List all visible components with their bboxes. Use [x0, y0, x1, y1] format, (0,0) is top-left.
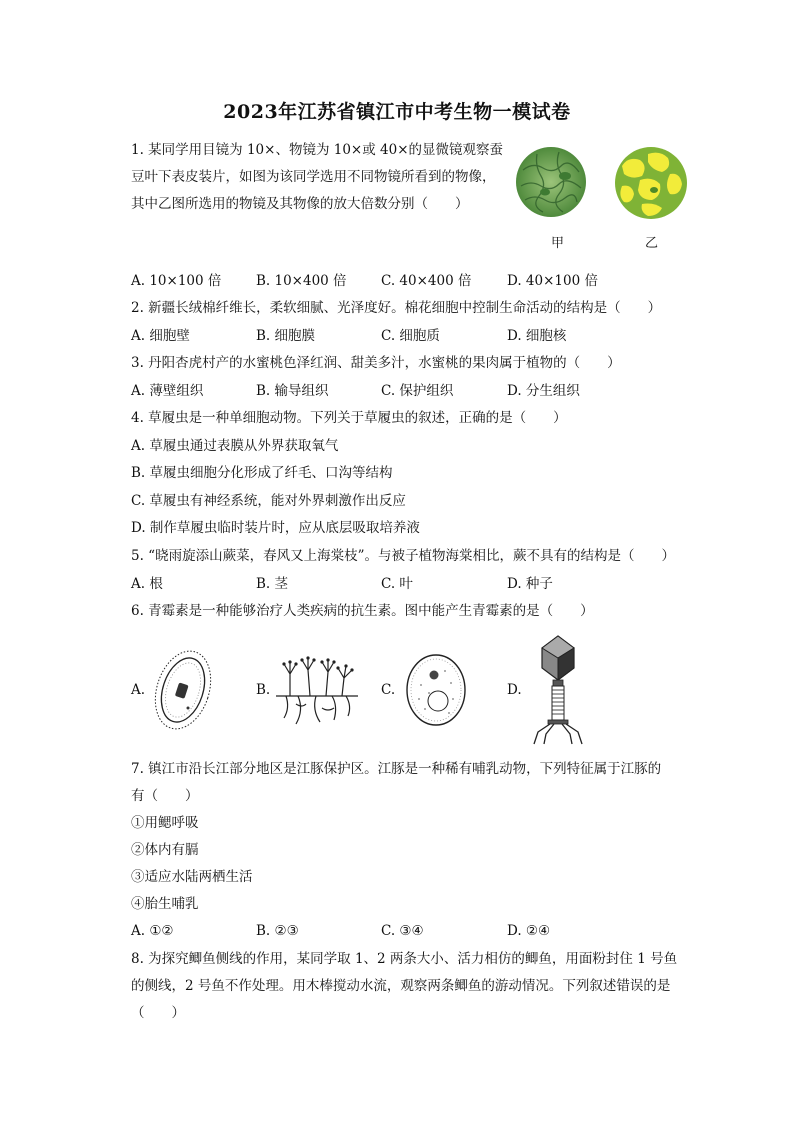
q6-option-c[interactable]: C. — [381, 682, 396, 698]
q1-stem-line-1: 1. 某同学用目镜为 10×、物镜为 10×或 40×的显微镜观察蚕 — [131, 142, 504, 158]
q1-fig-label-a: 甲 — [551, 236, 565, 251]
q7-stem-line-1: 7. 镇江市沿长江部分地区是江豚保护区。江豚是一种稀有哺乳动物，下列特征属于江豚的 — [131, 761, 662, 777]
penicillium-illustration — [276, 652, 358, 728]
q5-option-d[interactable]: D. 种子 — [507, 576, 553, 592]
q3-stem: 3. 丹阳杏虎村产的水蜜桃色泽红润、甜美多汁，水蜜桃的果肉属于植物的（ ） — [131, 355, 621, 371]
yeast-illustration — [405, 653, 467, 727]
q4-option-b[interactable]: B. 草履虫细胞分化形成了纤毛、口沟等结构 — [131, 465, 393, 481]
q1-option-c[interactable]: C. 40×400 倍 — [381, 273, 472, 289]
q4-option-a[interactable]: A. 草履虫通过表膜从外界获取氧气 — [131, 438, 339, 454]
q7-item-4: ④胎生哺乳 — [131, 896, 199, 912]
q4-stem: 4. 草履虫是一种单细胞动物。下列关于草履虫的叙述，正确的是（ ） — [131, 410, 567, 426]
q1-stem-line-2: 豆叶下表皮装片，如图为该同学选用不同物镜所看到的物像， — [131, 169, 496, 185]
q3-option-c[interactable]: C. 保护组织 — [381, 383, 454, 399]
q1-fig-label-b: 乙 — [645, 236, 659, 251]
q5-option-a[interactable]: A. 根 — [131, 576, 163, 592]
q3-option-b[interactable]: B. 输导组织 — [256, 383, 329, 399]
q2-stem: 2. 新疆长绒棉纤维长，柔软细腻、光泽度好。棉花细胞中控制生命活动的结构是（ ） — [131, 300, 662, 316]
q5-option-c[interactable]: C. 叶 — [381, 576, 413, 592]
q6-option-a[interactable]: A. — [131, 682, 146, 698]
q6-option-b[interactable]: B. — [256, 682, 271, 698]
q2-option-a[interactable]: A. 细胞壁 — [131, 328, 190, 344]
q7-option-d[interactable]: D. ②④ — [507, 923, 551, 939]
q8-stem-line-2: 的侧线，2 号鱼不作处理。用木棒搅动水流，观察两条鲫鱼的游动情况。下列叙述错误的是 — [131, 978, 671, 994]
q7-stem-line-2: 有（ ） — [131, 788, 199, 804]
q2-option-c[interactable]: C. 细胞质 — [381, 328, 440, 344]
q2-option-b[interactable]: B. 细胞膜 — [256, 328, 316, 344]
q1-micrograph-b — [614, 146, 688, 220]
q6-stem: 6. 青霉素是一种能够治疗人类疾病的抗生素。图中能产生青霉素的是（ ） — [131, 603, 594, 619]
q7-item-2: ②体内有膈 — [131, 842, 199, 858]
bacteriophage-illustration — [530, 634, 586, 746]
q1-option-a[interactable]: A. 10×100 倍 — [131, 273, 222, 289]
q4-option-c[interactable]: C. 草履虫有神经系统，能对外界刺激作出反应 — [131, 493, 406, 509]
q5-stem: 5. “晓雨旋添山蕨菜，春风又上海棠枝”。与被子植物海棠相比，蕨不具有的结构是（ ） — [131, 548, 675, 564]
q1-micrograph-a — [515, 146, 587, 218]
q1-stem-line-3: 其中乙图所选用的物镜及其物像的放大倍数分别（ ） — [131, 196, 469, 212]
q2-option-d[interactable]: D. 细胞核 — [507, 328, 567, 344]
q6-option-d[interactable]: D. — [507, 682, 522, 698]
q5-option-b[interactable]: B. 茎 — [256, 576, 289, 592]
q7-option-a[interactable]: A. ①② — [131, 923, 174, 939]
q8-stem-line-1: 8. 为探究鲫鱼侧线的作用，某同学取 1、2 两条大小、活力相仿的鲫鱼，用面粉封住 1 号鱼 — [131, 951, 678, 967]
q3-option-a[interactable]: A. 薄壁组织 — [131, 383, 204, 399]
q7-item-1: ①用鳃呼吸 — [131, 815, 199, 831]
exam-title: 2023年江苏省镇江市中考生物一模试卷 — [223, 101, 571, 123]
q3-option-d[interactable]: D. 分生组织 — [507, 383, 580, 399]
q7-option-b[interactable]: B. ②③ — [256, 923, 299, 939]
q8-stem-line-3: （ ） — [131, 1005, 185, 1021]
q7-item-3: ③适应水陆两栖生活 — [131, 869, 253, 885]
q1-option-d[interactable]: D. 40×100 倍 — [507, 273, 598, 289]
bacterium-illustration — [150, 648, 216, 732]
q7-option-c[interactable]: C. ③④ — [381, 923, 424, 939]
q1-option-b[interactable]: B. 10×400 倍 — [256, 273, 347, 289]
q4-option-d[interactable]: D. 制作草履虫临时装片时，应从底层吸取培养液 — [131, 520, 420, 536]
